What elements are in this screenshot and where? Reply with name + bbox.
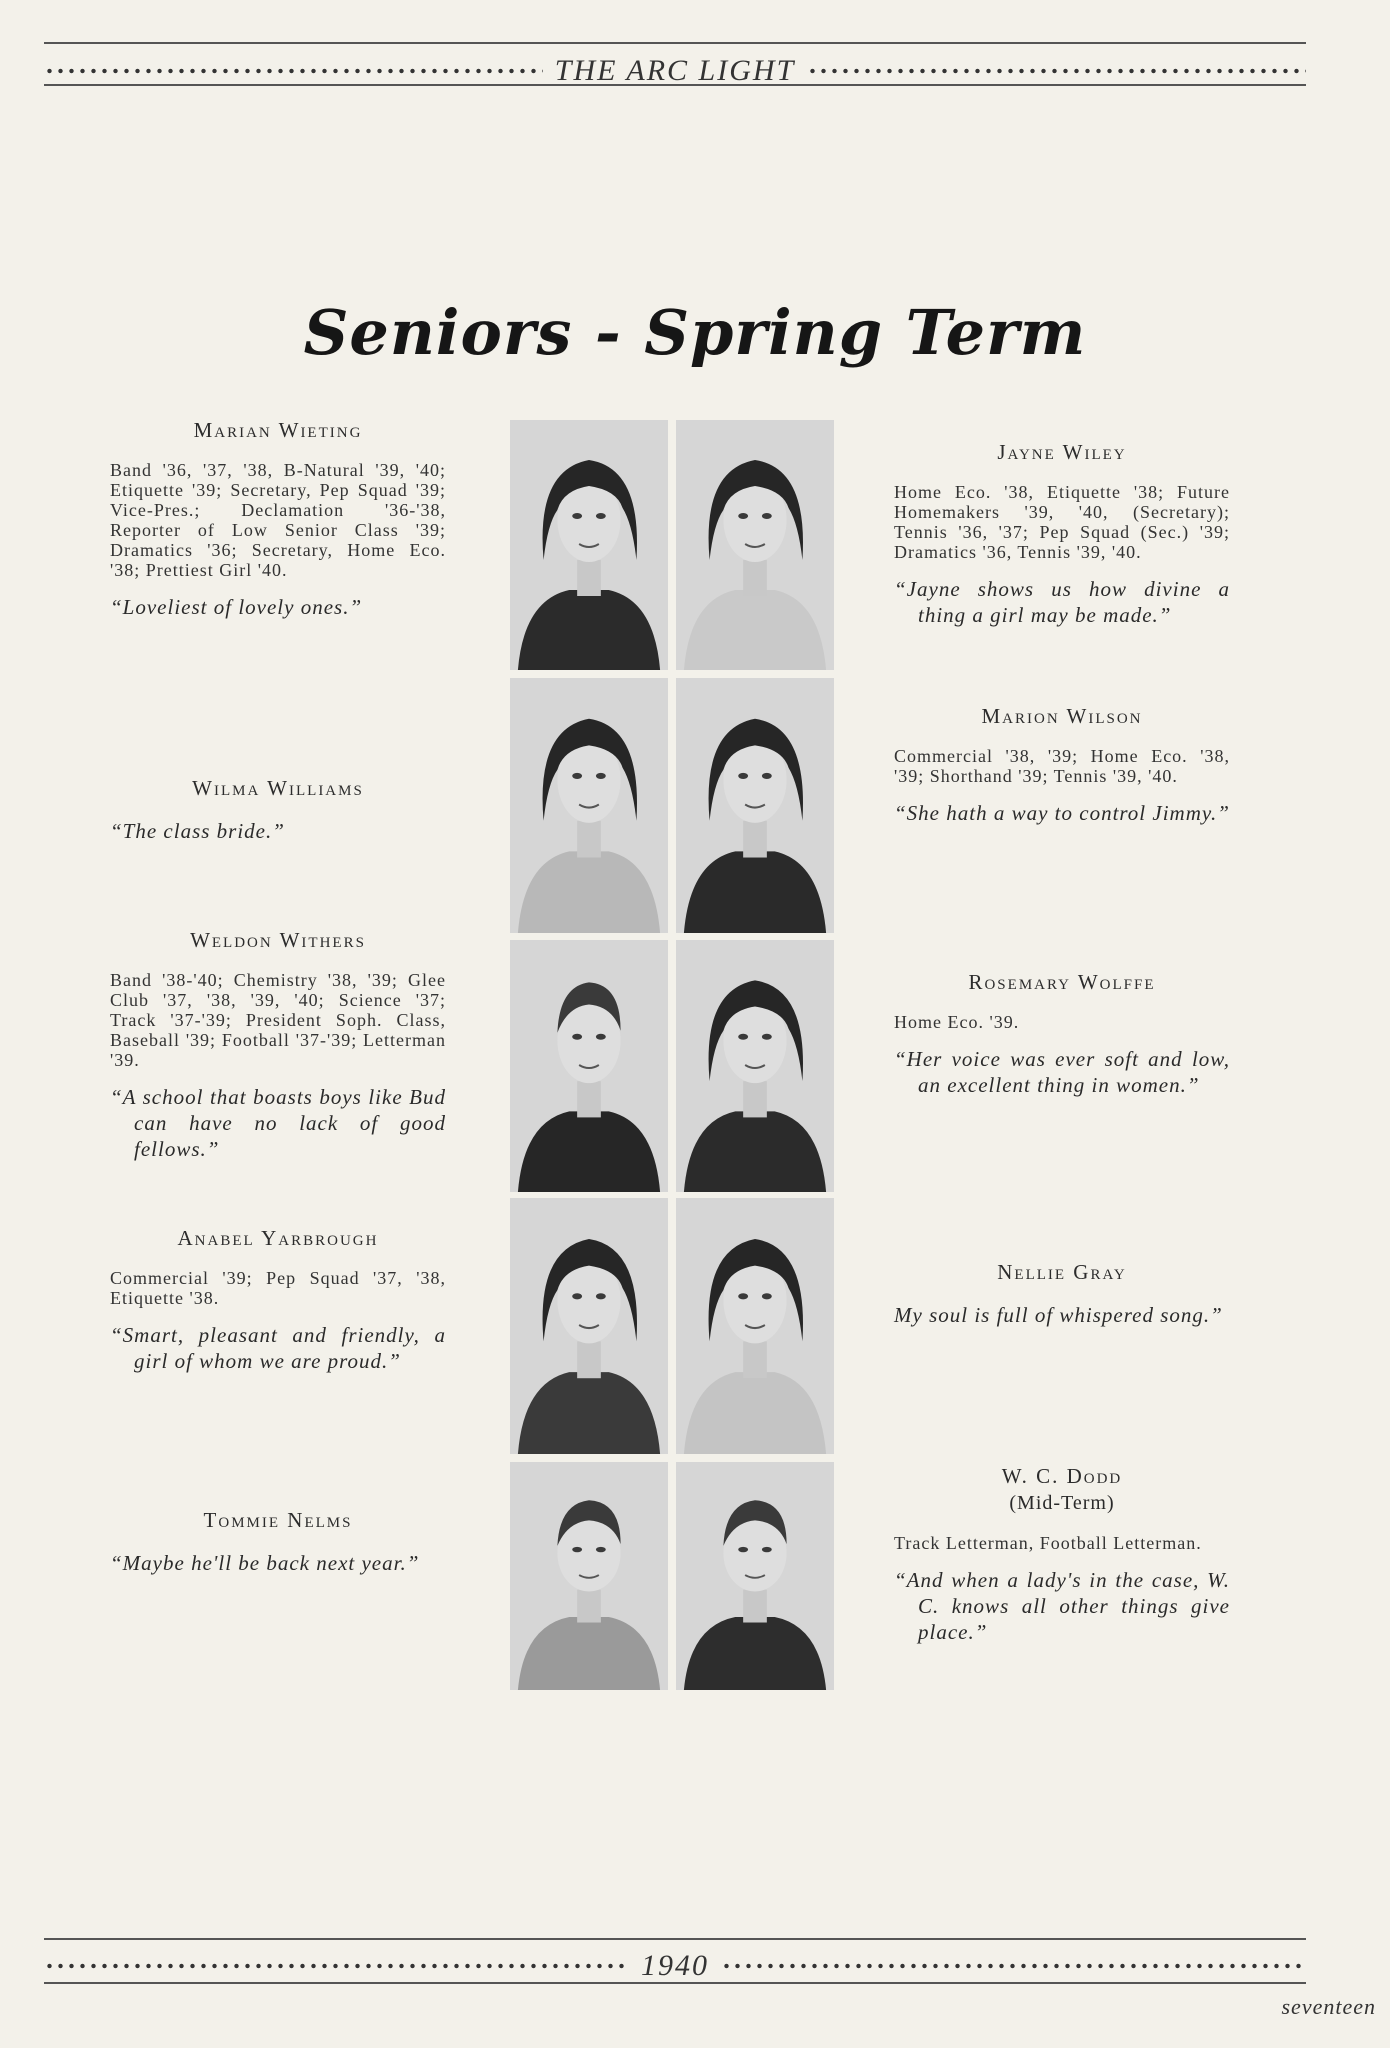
student-quote: “Jayne shows us how divine a thing a girl may be made.” bbox=[894, 577, 1230, 628]
portrait-photo bbox=[510, 940, 668, 1192]
entry-anabel-yarbrough bbox=[110, 1226, 446, 1374]
student-name: Weldon Withers bbox=[190, 928, 366, 952]
footer-dots-left bbox=[44, 1963, 629, 1969]
footer-rule-top bbox=[44, 1938, 1306, 1940]
student-name: Anabel Yarbrough bbox=[177, 1226, 379, 1250]
entry-wc-dodd bbox=[894, 1464, 1230, 1645]
portrait-photo bbox=[510, 1198, 668, 1454]
student-portrait bbox=[510, 1462, 668, 1690]
student-name: Marion Wilson bbox=[981, 704, 1143, 728]
student-record: Commercial '38, '39; Home Eco. '38, '39; Shorthand '39; Tennis '39, '40. bbox=[894, 746, 1230, 787]
student-portrait bbox=[510, 940, 668, 1192]
student-record: Band '36, '37, '38, B-Natural '39, '40; Etiquette '39; Secretary, Pep Squad '39; Vice-Pres.; Declamation '36-'38, Reporter of Low Senior Class '39; Dramatics '36; Secretary, Home Eco. '38; Prettiest Girl '40. bbox=[110, 460, 446, 581]
header-dots-left bbox=[44, 68, 543, 74]
header-dots-right bbox=[807, 68, 1306, 74]
portrait-photo bbox=[676, 1462, 834, 1690]
page-title: Seniors - Spring Term bbox=[303, 296, 1087, 369]
student-quote: “And when a lady's in the case, W. C. knows all other things give place.” bbox=[894, 1568, 1230, 1645]
entry-marian-wieting bbox=[110, 418, 446, 620]
student-quote: My soul is full of whispered song.” bbox=[894, 1303, 1223, 1328]
portrait-photo bbox=[510, 420, 668, 670]
footer-rule-bottom bbox=[44, 1982, 1306, 1984]
header-rule-top bbox=[44, 42, 1306, 44]
header-band bbox=[44, 40, 1306, 88]
footer-year: 1940 bbox=[641, 1949, 709, 1982]
entry-tommie-nelms bbox=[110, 1508, 446, 1576]
student-portrait bbox=[676, 940, 834, 1192]
entry-jayne-wiley bbox=[894, 440, 1230, 628]
student-name: Tommie Nelms bbox=[203, 1508, 353, 1532]
entry-marion-wilson bbox=[894, 704, 1230, 826]
student-name: Wilma Williams bbox=[192, 776, 364, 800]
page-number: seventeen bbox=[1281, 1994, 1376, 2019]
student-name: Rosemary Wolffe bbox=[968, 970, 1156, 994]
header-rule-bottom bbox=[44, 84, 1306, 86]
student-portrait bbox=[676, 1198, 834, 1454]
student-name: W. C. Dodd bbox=[1001, 1464, 1123, 1488]
footer-dots-right bbox=[721, 1963, 1306, 1969]
student-quote: “Loveliest of lovely ones.” bbox=[110, 595, 363, 620]
student-name: Nellie Gray bbox=[997, 1260, 1127, 1284]
footer-band bbox=[44, 1938, 1306, 1988]
student-note: (Mid-Term) bbox=[1009, 1492, 1115, 1515]
student-portrait bbox=[510, 420, 668, 670]
portrait-photo bbox=[676, 678, 834, 933]
portrait-photo bbox=[676, 940, 834, 1192]
student-name: Marian Wieting bbox=[193, 418, 363, 442]
student-portrait bbox=[510, 678, 668, 933]
student-portrait bbox=[676, 420, 834, 670]
entry-wilma-williams bbox=[110, 776, 446, 844]
student-portrait bbox=[676, 678, 834, 933]
student-record: Band '38-'40; Chemistry '38, '39; Glee Club '37, '38, '39, '40; Science '37; Track '37-'39; President Soph. Class, Baseball '39; Football '37-'39; Letterman '39. bbox=[110, 970, 446, 1071]
student-name: Jayne Wiley bbox=[997, 440, 1127, 464]
student-quote: “A school that boasts boys like Bud can have no lack of good fellows.” bbox=[110, 1085, 446, 1162]
student-record: Home Eco. '38, Etiquette '38; Future Homemakers '39, '40, (Secretary); Tennis '36, '37; Pep Squad (Sec.) '39; Dramatics '36, Tennis '39, '40. bbox=[894, 482, 1230, 563]
student-portrait bbox=[510, 1198, 668, 1454]
entry-weldon-withers bbox=[110, 928, 446, 1162]
entry-nellie-gray bbox=[894, 1260, 1230, 1328]
student-quote: “Smart, pleasant and friendly, a girl of whom we are proud.” bbox=[110, 1323, 446, 1374]
portrait-photo bbox=[510, 1462, 668, 1690]
portrait-photo bbox=[676, 1198, 834, 1454]
student-quote: “The class bride.” bbox=[110, 819, 285, 844]
student-record: Commercial '39; Pep Squad '37, '38, Etiquette '38. bbox=[110, 1268, 446, 1309]
student-quote: “Maybe he'll be back next year.” bbox=[110, 1551, 420, 1576]
student-quote: “Her voice was ever soft and low, an excellent thing in women.” bbox=[894, 1047, 1230, 1098]
student-quote: “She hath a way to control Jimmy.” bbox=[894, 801, 1230, 826]
portrait-photo bbox=[676, 420, 834, 670]
running-title: THE ARC LIGHT bbox=[554, 54, 796, 87]
entry-rosemary-wolffe bbox=[894, 970, 1230, 1098]
footer-dotted-line bbox=[44, 1948, 1306, 1984]
student-record: Home Eco. '39. bbox=[894, 1012, 1020, 1033]
student-portrait bbox=[676, 1462, 834, 1690]
portrait-photo bbox=[510, 678, 668, 933]
student-record: Track Letterman, Football Letterman. bbox=[894, 1533, 1202, 1554]
